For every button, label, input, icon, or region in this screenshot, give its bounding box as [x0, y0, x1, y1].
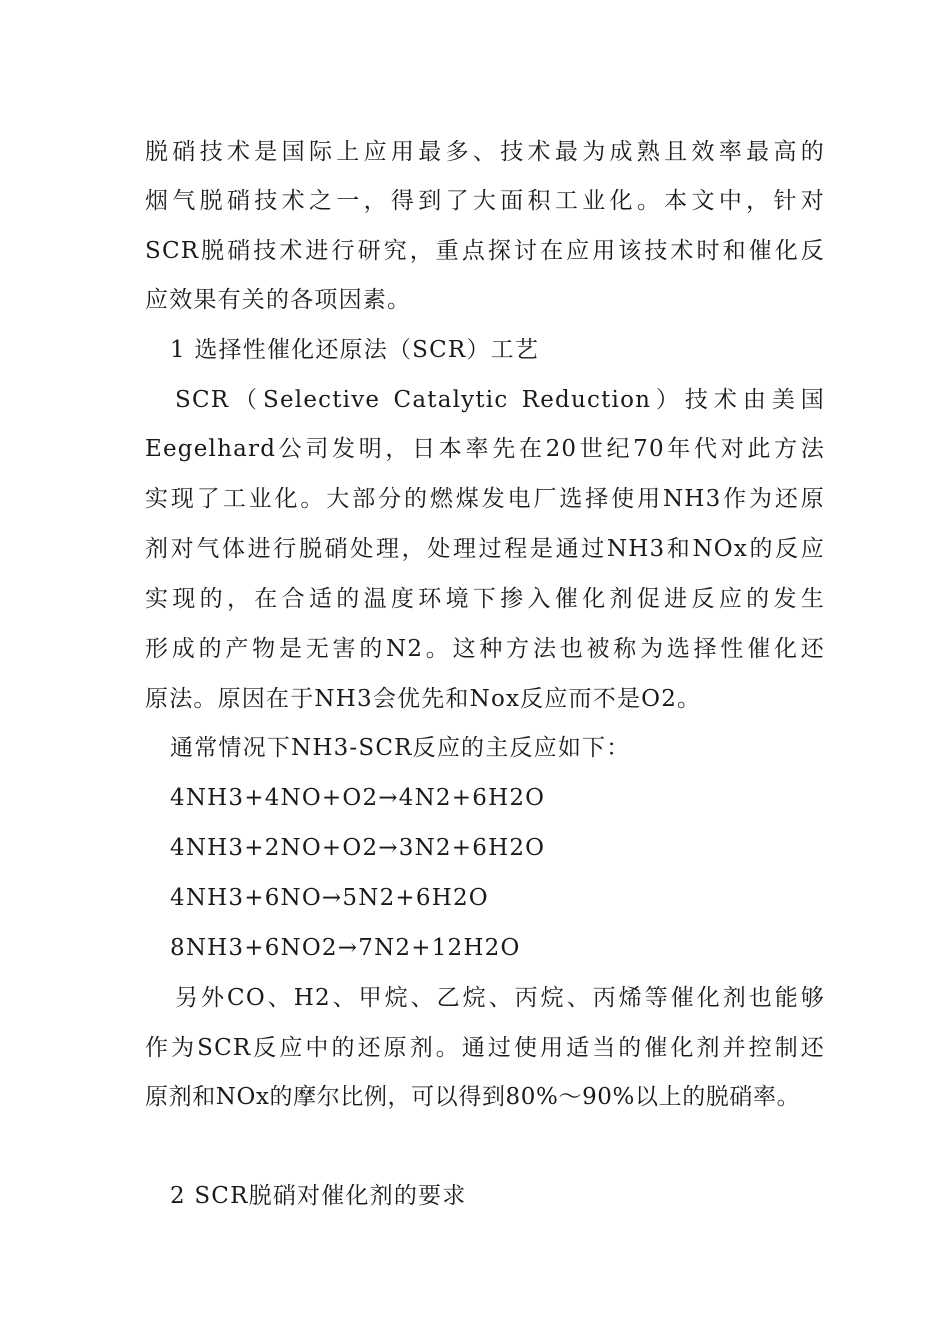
reaction-equation: 4NH3+4NO+O2→4N2+6H2O [170, 785, 546, 811]
section-heading: 2 SCR脱硝对催化剂的要求 [170, 1183, 467, 1209]
paragraph-line: 另外CO、H2、甲烷、乙烷、丙烷、丙烯等催化剂也能够 [175, 985, 825, 1011]
reaction-equation: 4NH3+2NO+O2→3N2+6H2O [170, 835, 546, 861]
paragraph-line: 应效果有关的各项因素。 [145, 287, 412, 313]
section-heading: 1 选择性催化还原法（SCR）工艺 [170, 337, 540, 363]
paragraph-line: 原剂和NOx的摩尔比例，可以得到80%～90%以上的脱硝率。 [145, 1084, 801, 1110]
paragraph-line: 形成的产物是无害的N2。这种方法也被称为选择性催化还 [145, 636, 825, 662]
paragraph-line: Eegelhard公司发明，日本率先在20世纪70年代对此方法 [145, 436, 825, 462]
reaction-equation: 4NH3+6NO→5N2+6H2O [170, 885, 489, 911]
paragraph-line: 剂对气体进行脱硝处理，处理过程是通过NH3和NOx的反应 [145, 536, 825, 562]
paragraph-line: 实现的，在合适的温度环境下掺入催化剂促进反应的发生 [145, 586, 825, 612]
paragraph-line: 作为SCR反应中的还原剂。通过使用适当的催化剂并控制还 [145, 1035, 825, 1061]
reaction-equation: 8NH3+6NO2→7N2+12H2O [170, 935, 521, 961]
paragraph-line: SCR脱硝技术进行研究，重点探讨在应用该技术时和催化反 [145, 238, 825, 264]
paragraph-line: 烟气脱硝技术之一，得到了大面积工业化。本文中，针对 [145, 188, 825, 214]
paragraph-line: 实现了工业化。大部分的燃煤发电厂选择使用NH3作为还原 [145, 486, 825, 512]
reaction-intro: 通常情况下NH3-SCR反应的主反应如下： [170, 735, 631, 761]
paragraph-line: SCR（Selective Catalytic Reduction）技术由美国 [175, 387, 825, 413]
paragraph-line: 脱硝技术是国际上应用最多、技术最为成熟且效率最高的 [145, 139, 825, 165]
paragraph-line: 原法。原因在于NH3会优先和Nox反应而不是O2。 [145, 686, 702, 712]
